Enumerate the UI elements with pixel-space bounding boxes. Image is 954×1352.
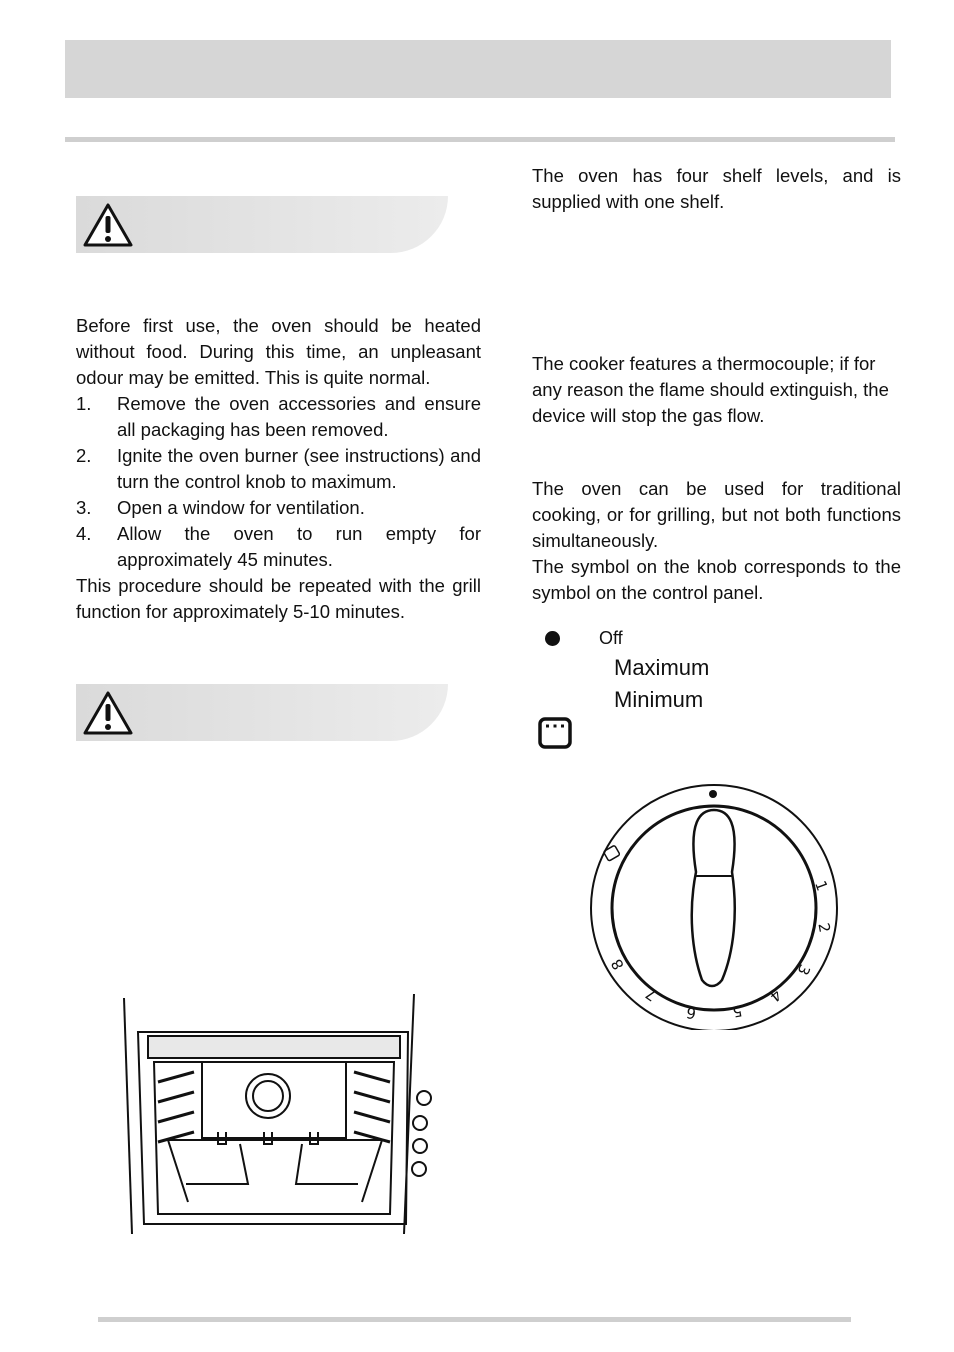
grill-icon	[537, 716, 573, 750]
first-use-intro: Before first use, the oven should be heated without food. During this time, an unpleasant odour may be emitted. This is quite normal.	[76, 315, 481, 388]
off-dot-icon	[545, 631, 560, 646]
knob-mark-6: 6	[684, 1003, 698, 1023]
thermocouple-section	[532, 351, 901, 429]
shelves-text: The oven has four shelf levels, and is supplied with one shelf.	[532, 165, 901, 212]
oven-diagram	[118, 992, 436, 1240]
functions-text: The oven can be used for traditional cooking, or for grilling, but not both functions simultaneously.	[532, 478, 901, 551]
knob-mark-5: 5	[730, 1001, 744, 1021]
first-use-outro: This procedure should be repeated with the grill function for approximately 5-10 minutes.	[76, 575, 481, 622]
knob-mark-2: 2	[814, 921, 834, 935]
minimum-label: Minimum	[614, 687, 704, 712]
symbol-note-text: The symbol on the knob corresponds to the symbol on the control panel.	[532, 556, 901, 603]
knob-diagram	[588, 782, 844, 1030]
warning-banner-1	[76, 196, 448, 253]
list-item: 4. Allow the oven to run empty for approximately 45 minutes.	[76, 523, 481, 570]
knob-mark-7: 7	[642, 984, 661, 1005]
warning-icon	[82, 201, 134, 249]
warning-icon	[82, 689, 134, 737]
shelves-section	[532, 163, 901, 215]
thermocouple-text: The cooker features a thermocouple; if for any reason the flame should extinguish, the device will stop the gas flow.	[532, 353, 889, 426]
first-use-steps	[76, 391, 481, 573]
top-rule	[65, 137, 895, 142]
off-label: Off	[599, 628, 623, 648]
list-item: 1. Remove the oven accessories and ensure all packaging has been removed.	[76, 393, 481, 440]
first-use-section	[76, 313, 481, 625]
maximum-label: Maximum	[614, 655, 710, 680]
list-item: 3. Open a window for ventilation.	[76, 497, 365, 518]
list-item: 2. Ignite the oven burner (see instructions) and turn the control knob to maximum.	[76, 445, 481, 492]
knob-mark-8: 8	[607, 955, 628, 973]
warning-banner-2	[76, 684, 448, 741]
bottom-rule	[98, 1317, 851, 1322]
knob-mark-1: 1	[811, 878, 832, 894]
knob-mark-3: 3	[793, 961, 814, 978]
functions-section	[532, 476, 901, 606]
header-bar	[65, 40, 891, 98]
knob-mark-4: 4	[765, 985, 785, 1006]
